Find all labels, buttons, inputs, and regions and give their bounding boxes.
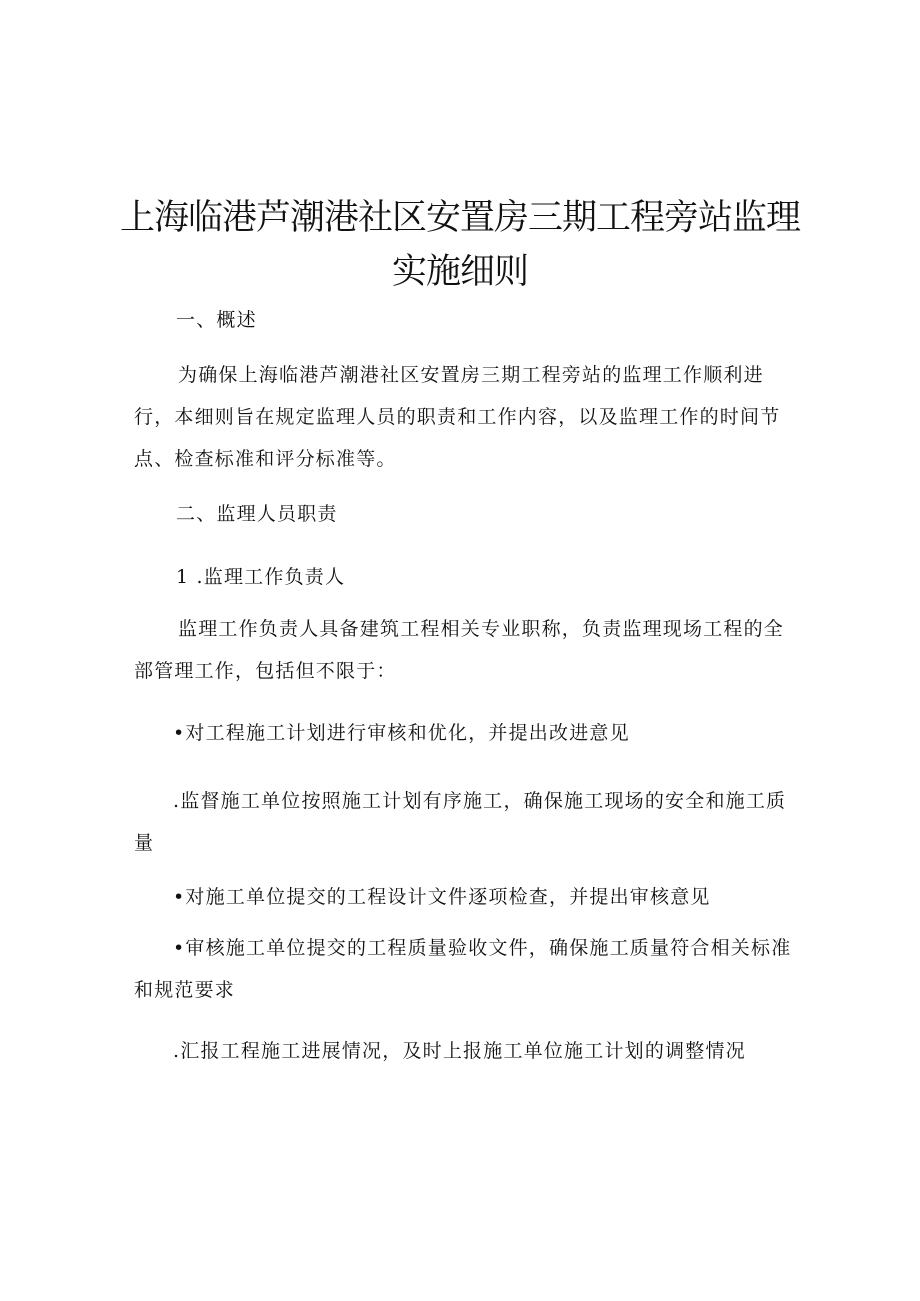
overview-paragraph: 为确保上海临港芦潮港社区安置房三期工程旁站的监理工作顺利进行，本细则旨在规定监理人员的职责和工作内容，以及监理工作的时间节点、检查标准和评分标准等。	[134, 364, 781, 470]
list-item: .监督施工单位按照施工计划有序施工，确保施工现场的安全和施工质量	[134, 790, 787, 854]
list-item: •审核施工单位提交的工程质量验收文件，确保施工质量符合相关标准和规范要求	[134, 937, 792, 1001]
subsection-heading-supervisor: 1 .监理工作负责人	[176, 566, 346, 588]
section-heading-duties: 二、监理人员职责	[176, 503, 338, 525]
list-item: .汇报工程施工进展情况，及时上报施工单位施工计划的调整情况	[173, 1040, 746, 1062]
document-title-line-1: 上海临港芦潮港社区安置房三期工程旁站监理	[119, 198, 800, 238]
supervisor-paragraph: 监理工作负责人具备建筑工程相关专业职称，负责监理现场工程的全部管理工作，包括但不限于：	[134, 618, 785, 682]
list-item: •对施工单位提交的工程设计文件逐项检查，并提出审核意见	[173, 886, 711, 908]
document-title-line-2: 实施细则	[391, 252, 528, 292]
list-item: •对工程施工计划进行审核和优化，并提出改进意见	[173, 722, 630, 744]
section-heading-overview: 一、概述	[176, 309, 257, 331]
